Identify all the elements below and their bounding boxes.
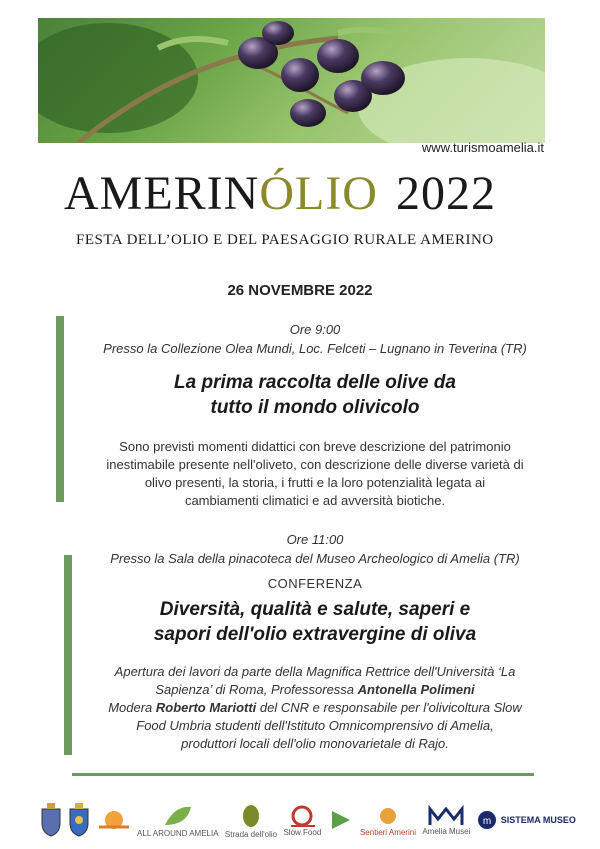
sponsor-name: SISTEMA MUSEO: [500, 815, 576, 825]
event-1-title-line: tutto il mondo olivicolo: [210, 397, 420, 418]
sponsor-logo: [477, 810, 576, 830]
event-1-title: [70, 370, 560, 420]
leaf-icon: [161, 803, 195, 829]
event-1-time: Ore 9:00: [289, 322, 341, 337]
event-2-title-line: sapori dell'olio extravergine di oliva: [153, 624, 477, 645]
event-1-desc-line: Sono previsti momenti didattici con breve descrizione del patrimonio: [119, 439, 511, 454]
sponsor-name: Strada dell'olio: [224, 829, 278, 839]
event-2-desc-line: [70, 681, 560, 699]
sponsor-logos: [40, 795, 576, 845]
desc-text: Modera: [108, 700, 156, 715]
event-date: 26 NOVEMBRE 2022: [227, 282, 373, 299]
event-1-desc-line: inestimabile presente nell'oliveto, con descrizione delle diverse varietà di: [106, 457, 524, 472]
event-1-desc-line: olivo presenti, la storia, i frutti e la loro potenzialità legata ai: [144, 475, 486, 490]
event-2-desc-line: Food Umbria studenti dell'Istituto Omnicomprensivo di Amelia,: [136, 718, 494, 733]
website-link[interactable]: www.turismoamelia.it: [421, 140, 544, 155]
sponsor-name: Slow Food: [283, 827, 322, 837]
hero-image: [38, 18, 545, 143]
desc-text: del CNR e responsabile per l'olivicoltura Slow: [256, 700, 522, 715]
event-2-title-line: Diversità, qualità e salute, saperi e: [159, 599, 471, 620]
sponsor-logo: [328, 807, 354, 833]
brand-year: 2022: [395, 167, 496, 220]
snail-icon: [287, 804, 317, 828]
event-2: [70, 532, 560, 753]
sponsor-logo: [422, 805, 470, 836]
desc-text: Sapienza’ di Roma, Professoressa: [155, 682, 358, 697]
event-2-desc-line: produttori locali dell'olio monovarietale di Rajo.: [181, 736, 449, 751]
sponsor-logo: [283, 804, 321, 837]
event-1-place: Presso la Collezione Olea Mundi, Loc. Felceti – Lugnano in Teverina (TR): [103, 341, 527, 356]
sponsor-logo: [68, 803, 90, 837]
event-2-place: Presso la Sala della pinacoteca del Museo Archeologico di Amelia (TR): [110, 551, 520, 566]
speaker-name: Antonella Polimeni: [357, 682, 475, 697]
event-1-description: [70, 438, 560, 510]
sun-icon: [97, 805, 131, 835]
sponsor-logo: [40, 803, 62, 837]
crest-icon: [68, 803, 90, 837]
event-2-description: [70, 663, 560, 753]
event-1: [70, 322, 560, 510]
brand-main: AMERIN: [64, 167, 260, 220]
sponsor-logo: [97, 805, 131, 835]
arrow-icon: [328, 807, 354, 833]
sponsor-logo: [137, 803, 219, 838]
event-2-label: CONFERENZA: [267, 576, 363, 591]
event-2-time: Ore 11:00: [286, 532, 344, 547]
subtitle: FESTA DELL’OLIO E DEL PAESAGGIO RURALE AMERINO: [76, 232, 494, 248]
sponsor-logo: [225, 802, 277, 839]
brand-accent: ÓLIO: [259, 167, 378, 220]
brand-logo: [64, 166, 544, 221]
sponsor-logo: [360, 804, 416, 837]
accent-bar-1: [56, 316, 64, 502]
olive-icon: [240, 802, 262, 830]
footer-divider: [72, 773, 534, 776]
sponsor-name: Amelia Musei: [422, 826, 471, 836]
sponsor-name: ALL AROUND AMELIA: [137, 828, 219, 838]
museum-icon: [428, 805, 464, 827]
svg-text:m: m: [482, 816, 491, 827]
museum-icon: [477, 810, 497, 830]
event-1-desc-line: cambiamenti climatici e ad avversità biotiche.: [184, 493, 446, 508]
event-1-title-line: La prima raccolta delle olive da: [174, 372, 456, 393]
crest-icon: [40, 803, 62, 837]
event-2-desc-line: [70, 699, 560, 717]
event-2-title: [70, 597, 560, 647]
sponsor-name: Sentieri Amerini: [359, 827, 416, 837]
sun-icon: [376, 804, 400, 828]
event-2-desc-line: Apertura dei lavori da parte della Magnifica Rettrice dell'Università ‘La: [114, 664, 516, 679]
moderator-name: Roberto Mariotti: [155, 700, 257, 715]
olive-branch-illustration: [38, 18, 545, 143]
